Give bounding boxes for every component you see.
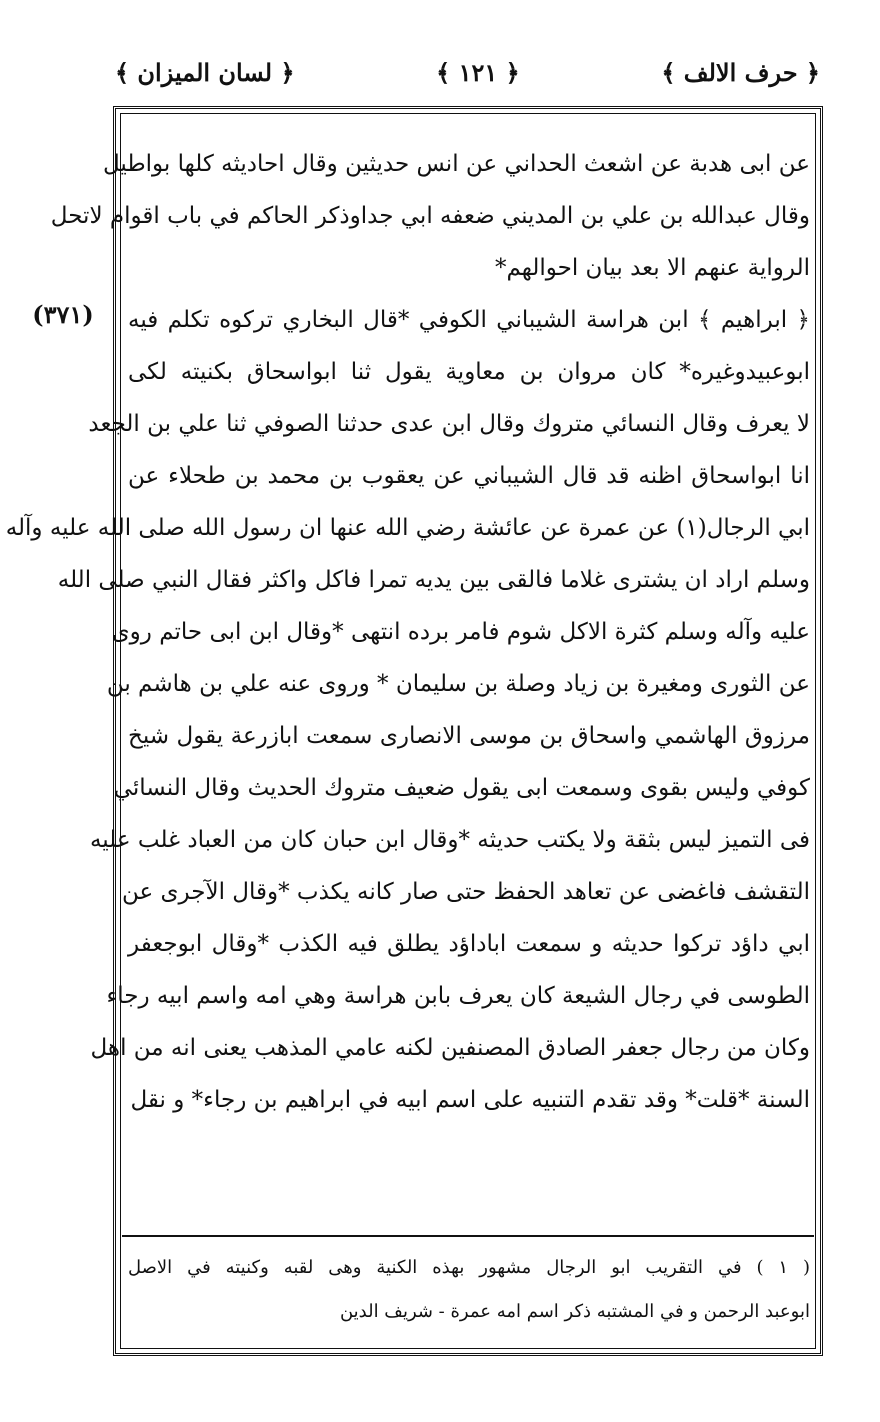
text-line: الرواية عنهم الا بعد بيان احوالهم* bbox=[494, 255, 810, 281]
text-line: الطوسى في رجال الشيعة كان يعرف بابن هراسة وهي امه واسم ابيه رجاء bbox=[106, 983, 810, 1009]
text-line: وسلم اراد ان يشترى غلاما فالقى بين يديه تمرا فاكل واكثر فقال النبي صلى الله bbox=[57, 567, 810, 593]
text-line: السنة *قلت* وقد تقدم التنبيه على اسم ابيه في ابراهيم بن رجاء* و نقل bbox=[130, 1087, 810, 1113]
text-line: كوفي وليس بقوى وسمعت ابى يقول ضعيف متروك الحديث وقال النسائي bbox=[113, 775, 810, 801]
text-line: عليه وآله وسلم كثرة الاكل شوم فامر برده انتهى *وقال ابن ابى حاتم روى bbox=[111, 619, 810, 645]
text-line: فى التميز ليس بثقة ولا يكتب حديثه *وقال ابن حبان كان من العباد غلب عليه bbox=[89, 827, 810, 853]
footnote-separator bbox=[122, 1235, 814, 1237]
text-line: انا ابواسحاق اظنه قد قال الشيباني عن يعقوب بن محمد بن طحلاء عن bbox=[128, 463, 810, 489]
page-header bbox=[115, 48, 820, 96]
text-line: التقشف فاغضى عن تعاهد الحفظ حتى صار كانه يكذب *وقال الآجرى عن bbox=[122, 879, 810, 905]
footnote-line: ( ١ ) في التقريب ابو الرجال مشهور بهذه الكنية وهى لقبه وكنيته في الاصل bbox=[128, 1257, 810, 1278]
text-line: ابوعبيدوغيره* كان مروان بن معاوية يقول ثنا ابواسحاق بكنيته لكى bbox=[128, 359, 810, 385]
text-line: وقال عبدالله بن علي بن المديني ضعفه ابي جداوذكر الحاكم في باب اقوام لاتحل bbox=[50, 203, 810, 229]
text-line: عن ابى هدبة عن اشعث الحداني عن انس حديثين وقال احاديثه كلها بواطيل bbox=[102, 151, 810, 177]
text-line: لا يعرف وقال النسائي متروك وقال ابن عدى حدثنا الصوفي ثنا علي بن الجعد bbox=[88, 411, 810, 437]
text-line: مرزوق الهاشمي واسحاق بن موسى الانصارى سمعت ابازرعة يقول شيخ bbox=[128, 723, 810, 749]
text-line: وكان من رجال جعفر الصادق المصنفين لكنه عامي المذهب يعنى انه من اهل bbox=[90, 1035, 810, 1061]
footnote-block bbox=[128, 1246, 810, 1334]
margin-entry-number: (٣٧١) bbox=[32, 300, 94, 329]
page-number: ﴿ ١٢١ ﴾ bbox=[436, 57, 520, 87]
text-line: ابي داؤد تركوا حديثه و سمعت اباداؤد يطلق فيه الكذب *وقال ابوجعفر bbox=[128, 931, 810, 957]
header-chapter-title: ﴿ حرف الالف ﴾ bbox=[661, 57, 820, 87]
text-line: عن الثورى ومغيرة بن زياد وصلة بن سليمان * وروى عنه علي بن هاشم بن bbox=[106, 671, 810, 697]
footnote-line: ابوعبد الرحمن و في المشتبه ذكر اسم امه عمرة - شريف الدين bbox=[339, 1301, 810, 1322]
text-line: ﴿ ابراهيم ﴾ ابن هراسة الشيباني الكوفي *قال البخاري تركوه تكلم فيه bbox=[128, 307, 810, 333]
text-line: ابي الرجال(١) عن عمرة عن عائشة رضي الله عنها ان رسول الله صلى الله عليه وآله bbox=[5, 515, 810, 541]
header-book-title: ﴿ لسان الميزان ﴾ bbox=[115, 57, 295, 87]
